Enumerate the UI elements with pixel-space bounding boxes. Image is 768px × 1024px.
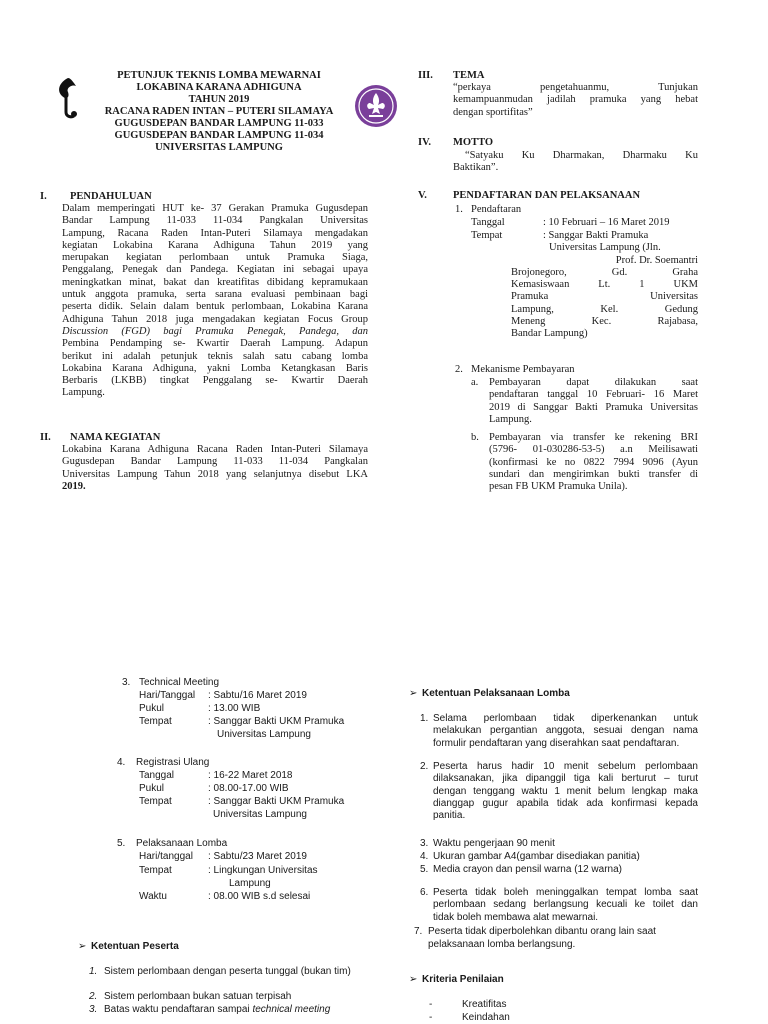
text-line: Penggalang, Penegak dan Pandega. Kegiatan ini sebagai upaya [62,264,368,276]
section-number: V. [418,190,427,201]
text-line: dilaksanakan, jika dipanggil tiga kali berturut – turut [433,773,698,785]
text-line: 2019. [62,480,86,492]
text-line: dengan sportifitas” [453,106,533,118]
text-line: Gugusdepan Bandar Lampung 11-033 11-034 Pangkalan [62,456,368,468]
section-title: TEMA [453,70,485,81]
section-body [62,203,368,400]
list-number: 2. [455,364,463,375]
field-label: Pukul [139,783,165,794]
list-number: 4. [420,851,429,862]
field-value: : Sanggar Bakti UKM Pramuka [208,796,345,807]
arrow-bullet-icon: ➢ [409,688,418,699]
text-line: peserta didik. Selain dalam bentuk perlombaan, Lokabina Karana [62,301,368,313]
list-item-text: Sistem perlombaan dengan peserta tunggal (bukan tim) [104,966,351,977]
list-number: 3. [122,677,131,688]
field-label: Tanggal [471,217,505,228]
text-line: Baktikan”. [453,162,499,174]
text-line: Universitas Lampung Tahun 2018 yang selanjutnya disebut LKA [62,468,368,480]
list-number: 3. [89,1004,98,1015]
text-line: Prof. Dr. Soemantri [615,254,698,266]
header-line: UNIVERSITAS LAMPUNG [155,142,283,153]
text-line: dengan tenggang waktu 1 menit belum lengkap maka [433,785,698,797]
list-number: 7. [414,926,423,937]
text-line: Lampung. [489,413,532,425]
list-item-text: Media crayon dan pensil warna (12 warna) [433,864,622,875]
text-line: Bandar Lampung) [511,328,588,340]
section-number: III. [418,70,433,81]
list-number: 2. [89,991,98,1002]
text-line: berikut ini adalah petunjuk teknis salah satu cabang lomba [62,350,368,362]
field-value-cont: Universitas Lampung [217,729,311,740]
list-item-text: Peserta tidak diperbolehkan dibantu orang lain saat [428,926,656,937]
list-item-title: Pendaftaran [471,204,522,215]
field-label: Pukul [139,703,165,714]
list-number: 5. [117,838,126,849]
subheading: Kriteria Penilaian [422,974,504,985]
text-line: : Sanggar Bakti Pramuka [543,230,649,241]
field-label: Tempat [471,230,503,241]
text-line: sundari dan mengirimkan bukti transfer di [489,468,698,480]
text-line: Pembina Pendamping se- Kwartir Daerah Lampung. Adapun [62,338,368,350]
text-line: Dalam memperingati HUT ke- 37 Gerakan Pramuka Gugusdepan [62,203,368,214]
list-item-text [104,1004,330,1016]
list-item-body [433,761,698,822]
text-line: Lampung, Kel. Gedung [511,303,698,315]
list-item-body [489,432,698,493]
text-line: Pramuka Universitas [511,291,698,303]
section-body [453,82,698,119]
scout-emblem-logo [354,84,398,128]
header-line: GUGUSDEPAN BANDAR LAMPUNG 11-034 [114,130,324,141]
field-label: Tempat [139,796,172,807]
subheading: Ketentuan Peserta [91,941,179,952]
text-line: Peserta harus hadir 10 menit sebelum perlombaan [433,761,698,772]
field-label: Tempat [139,865,172,876]
list-item-body [489,377,698,426]
text-line: formulir pendaftaran yang diserahkan saat pendaftaran. [433,737,680,749]
section-title: MOTTO [453,137,494,148]
list-item-text: pelaksanaan lomba berlangsung. [428,939,576,950]
header-line: GUGUSDEPAN BANDAR LAMPUNG 11-033 [114,118,324,129]
field-value: : 13.00 WIB [208,703,261,714]
section-title: PENDAHULUAN [70,191,152,202]
field-value [511,230,698,341]
text-line: Lampung. [62,387,105,399]
text-line: melakukan pergantian anggota, sesuai dengan nama [433,725,698,737]
text-line: kemampuanmudan jadilah pramuka yang hebat [453,94,698,106]
section-number: I. [40,191,47,202]
text-line: meningkatkan minat, bakat dan kreatifitas dibidang kepramukaan [62,276,368,288]
dash-bullet: - [429,999,433,1010]
section-title: NAMA KEGIATAN [70,432,161,443]
field-value: : 10 Februari – 16 Maret 2019 [543,217,670,228]
field-label: Hari/Tanggal [139,690,196,701]
field-value-cont: Lampung [229,878,271,889]
list-number: 1. [89,966,98,977]
list-item-text: Sistem perlombaan bukan satuan terpisah [104,991,292,1002]
text-line: Bandar Lampung 11-033 11-034 Pangkalan Universitas [62,215,368,227]
list-item-text: Kreatifitas [462,999,507,1010]
tunas-kelapa-logo [52,76,82,120]
field-value-cont: Universitas Lampung [213,809,307,820]
text-line: pendaftaran tanggal 10 Februari- 16 Maret [489,389,698,401]
list-item-text: Waktu pengerjaan 90 menit [433,838,555,849]
text-line: Selama perlombaan tidak diperkenankan untuk [433,713,698,724]
text-line: Pembayaran dapat dilakukan saat [489,377,698,388]
text-line: (5796- 01-030286-53-5) a.n Meilisawati [489,444,698,456]
field-label: Tanggal [139,770,175,781]
field-label: Tempat [139,716,172,727]
text-line: Berbaris (LKBB) tingkat Penggalang se- Kwartir Daerah [62,375,368,387]
list-number: 4. [117,757,126,768]
subheading: Ketentuan Pelaksanaan Lomba [422,688,570,699]
list-number: 1. [455,204,463,215]
list-item-body [433,713,698,750]
header-line: TAHUN 2019 [188,94,250,105]
list-letter: b. [471,432,479,443]
list-item-title: Technical Meeting [139,677,220,688]
field-label: Waktu [139,891,167,902]
section-number: IV. [418,137,431,148]
arrow-bullet-icon: ➢ [78,941,87,952]
text-line: “Satyaku Ku Dharmakan, Dharmaku Ku [465,150,698,161]
text-line: Brojonegoro, Gd. Graha [511,266,698,278]
list-item-body [433,887,698,924]
list-number: 3. [420,838,429,849]
dash-bullet: - [429,1012,433,1023]
list-number: 6. [420,887,429,898]
header-line: LOKABINA KARANA ADHIGUNA [136,82,302,93]
text-line: Peserta tidak boleh meninggalkan tempat lomba saat [433,887,698,898]
text-line: Lokabina Karana Adhiguna Racana Raden Intan-Puteri Silamaya [62,444,368,455]
text-line: Lokabina Karana Adhiguna, yakni Lomba Ketangkasan Baris [62,362,368,374]
field-value: : Sanggar Bakti UKM Pramuka [208,716,345,727]
text-line: Adhiguna Tahun 2018 juga mengadakan kegiatan Focus Group [62,313,368,325]
field-value: : 08.00 WIB s.d selesai [208,891,311,902]
field-value: : 08.00-17.00 WIB [208,783,289,794]
text-line: Universitas Lampung (Jln. [549,242,661,254]
field-value: : Sabtu/16 Maret 2019 [208,690,307,701]
header-line: RACANA RADEN INTAN – PUTERI SILAMAYA [104,106,334,117]
text-line: merupakan kegiatan perlombaan untuk Pramuka Siaga, [62,252,368,264]
text-line: untuk anggota pramuka, serta sarana evaluasi pembinaan bagi [62,289,368,301]
text-line: dianggap gugur apabila tidak ada konfirmasi kepada [433,797,698,809]
text-line: Kemasiswaan Lt. 1 UKM [511,279,698,291]
list-number: 1. [420,713,429,724]
text-line: (konfirmasi ke no 0822 7994 9096 (Ayun [489,456,698,468]
list-letter: a. [471,377,479,388]
list-item-text-part: Batas waktu pendaftaran sampai [104,1004,253,1015]
text-line: Meneng Kec. Rajabasa, [511,316,698,328]
list-number: 2. [420,761,429,772]
section-body [453,150,698,175]
list-item-title: Registrasi Ulang [136,757,210,768]
field-value: : 16-22 Maret 2018 [208,770,293,781]
document-header [88,70,350,154]
section-body [62,444,368,493]
text-line: Lampung, Racana Raden Intan-Puteri Silamaya mengadakan [62,227,368,239]
field-value: : Sabtu/23 Maret 2019 [208,851,307,862]
text-line: panitia. [433,810,466,822]
text-line: Discussion (FGD) bagi Pramuka Penegak, Pandega, dan [62,325,368,337]
text-line: “perkaya pengetahuanmu, Tunjukan [453,82,698,93]
text-line: Pembayaran via transfer ke rekening BRI [489,432,698,443]
text-line: kegiatan Lokabina Karana Adhiguna Tahun 2019 yang [62,239,368,251]
list-item-text-italic: technical meeting [252,1004,331,1015]
text-line: perlombaan sedang berlangsung kecuali ke toilet dan [433,899,698,911]
list-item-title: Pelaksanaan Lomba [136,838,228,849]
section-number: II. [40,432,51,443]
text-line: tidak boleh membawa alat mewarnai. [433,911,599,923]
section-title: PENDAFTARAN DAN PELAKSANAAN [453,190,641,201]
list-number: 5. [420,864,429,875]
list-item-text: Ukuran gambar A4(gambar disediakan panitia) [433,851,640,862]
arrow-bullet-icon: ➢ [409,974,418,985]
field-label: Hari/tanggal [139,851,193,862]
list-item-title: Mekanisme Pembayaran [471,364,575,375]
text-line: 2019 di Sanggar Bakti Pramuka Universitas [489,401,698,413]
field-value: : Lingkungan Universitas [208,865,318,876]
list-item-text: Keindahan [462,1012,510,1023]
header-line: PETUNJUK TEKNIS LOMBA MEWARNAI [117,70,321,81]
text-line: pesan FB UKM Pramuka Unila). [489,481,628,493]
